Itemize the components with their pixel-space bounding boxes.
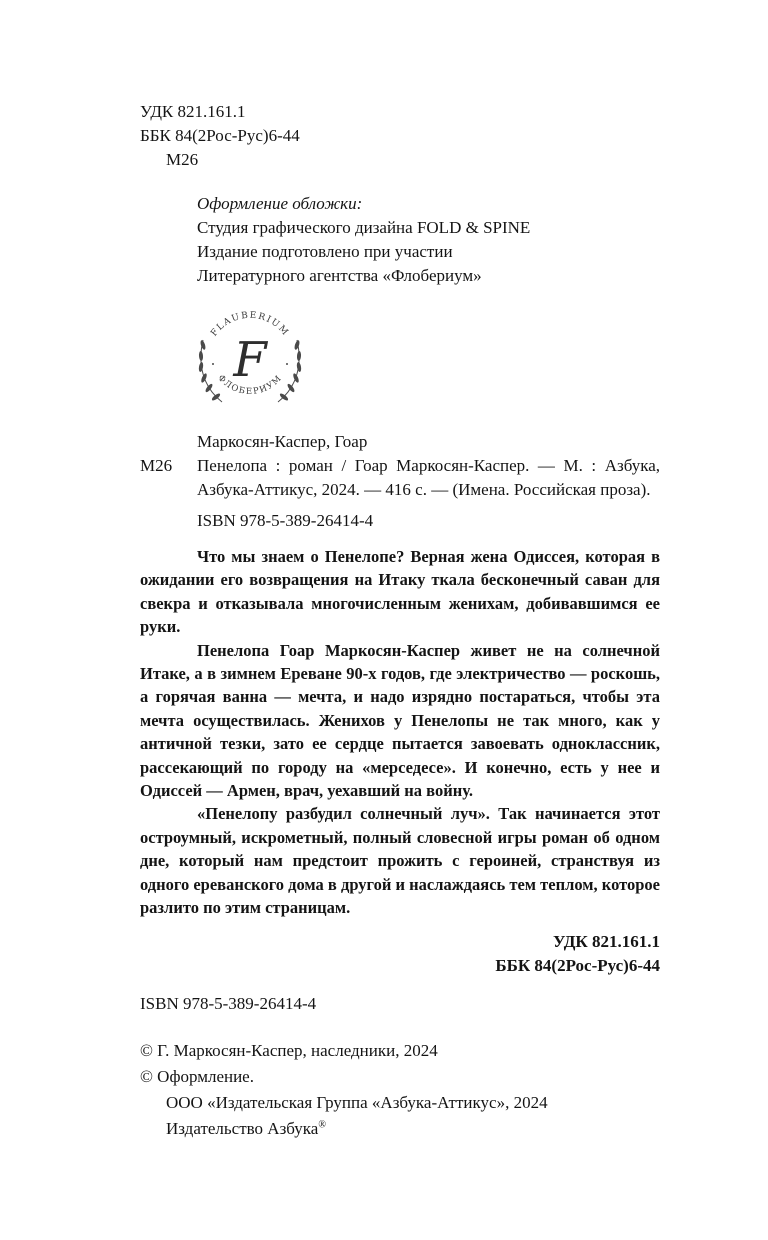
logo-bottom-text: ФЛОБЕРИУМ bbox=[215, 373, 285, 397]
logo-monogram: F bbox=[233, 332, 267, 388]
isbn-top: ISBN 978-5-389-26414-4 bbox=[197, 511, 374, 530]
design-credits-line: Издание подготовлено при участии bbox=[197, 242, 453, 261]
catalog-code: М26 bbox=[140, 456, 173, 475]
annotation-block bbox=[140, 545, 660, 920]
annotation-paragraph: Пенелопа Гоар Маркосян-Каспер живет не на солнечной Итаке, а в зимнем Ереване 90-х годов, где электричество — роскошь, а горячая ванна — мечта, и надо изрядно постараться, чтобы эта мечта осуществилась. Женихов у Пенелопы не так много, как у античной тезки, зато ее сердце пытается завоевать одноклассник, рассекающий по городу на «мерседесе». И конечно, есть у нее и Одиссей — Армен, врач, уехавший на войну. bbox=[140, 640, 660, 801]
design-credits-line: Студия графического дизайна FOLD & SPINE bbox=[197, 218, 531, 237]
publisher-name: Издательство Азбука bbox=[166, 1118, 319, 1138]
udk-line-right: УДК 821.161.1 bbox=[552, 931, 660, 951]
copyright-block bbox=[140, 1038, 660, 1142]
copyright-line: © Оформление. bbox=[140, 1066, 254, 1086]
design-credits-block bbox=[197, 192, 660, 288]
catalog-author: Маркосян-Каспер, Гоар bbox=[197, 432, 368, 451]
annotation-paragraph: «Пенелопу разбудил солнечный луч». Так начинается этот остроумный, искрометный, полный словесной игры роман об одном дне, который нам предстоит прожить с героиней, странствуя из одного ереванского дома в другой и наслаждаясь тем теплом, которое разлито по этим страницам. bbox=[140, 804, 660, 918]
logo-top-text: FLAUBERIUM bbox=[209, 310, 291, 339]
bbk-line: ББК 84(2Рос-Рус)6-44 bbox=[140, 126, 300, 145]
classification-block bbox=[140, 100, 660, 172]
design-credits-line: Литературного агентства «Флобериум» bbox=[197, 266, 482, 285]
logo-dot-right bbox=[286, 363, 288, 365]
catalog-description: Пенелопа : роман / Гоар Маркосян-Каспер. — М. : Азбука, Азбука-Аттикус, 2024. — 416 с. — (Имена. Российская проза). bbox=[197, 456, 660, 499]
udk-line: УДК 821.161.1 bbox=[140, 102, 246, 121]
flauberium-logo-svg bbox=[190, 302, 310, 410]
copyright-line: ООО «Издательская Группа «Азбука-Аттикус», 2024 bbox=[166, 1092, 548, 1112]
catalog-entry bbox=[140, 454, 660, 502]
isbn-bottom: ISBN 978-5-389-26414-4 bbox=[140, 993, 317, 1013]
logo-dot-left bbox=[212, 363, 214, 365]
copyright-line bbox=[166, 1116, 660, 1142]
design-credits-heading: Оформление обложки: bbox=[197, 194, 363, 213]
copyright-line: © Г. Маркосян-Каспер, наследники, 2024 bbox=[140, 1040, 438, 1060]
classification-right-block bbox=[140, 930, 660, 978]
annotation-paragraph: Что мы знаем о Пенелопе? Верная жена Одиссея, которая в ожидании его возвращения на Итаку ткала бесконечный саван для свекра и отказывала многочисленным женихам, добивавшимся ее руки. bbox=[140, 547, 660, 637]
bbk-line-right: ББК 84(2Рос-Рус)6-44 bbox=[495, 955, 660, 975]
registered-mark: ® bbox=[318, 1118, 326, 1130]
author-sign-code: М26 bbox=[166, 150, 199, 169]
flauberium-logo bbox=[190, 302, 310, 410]
